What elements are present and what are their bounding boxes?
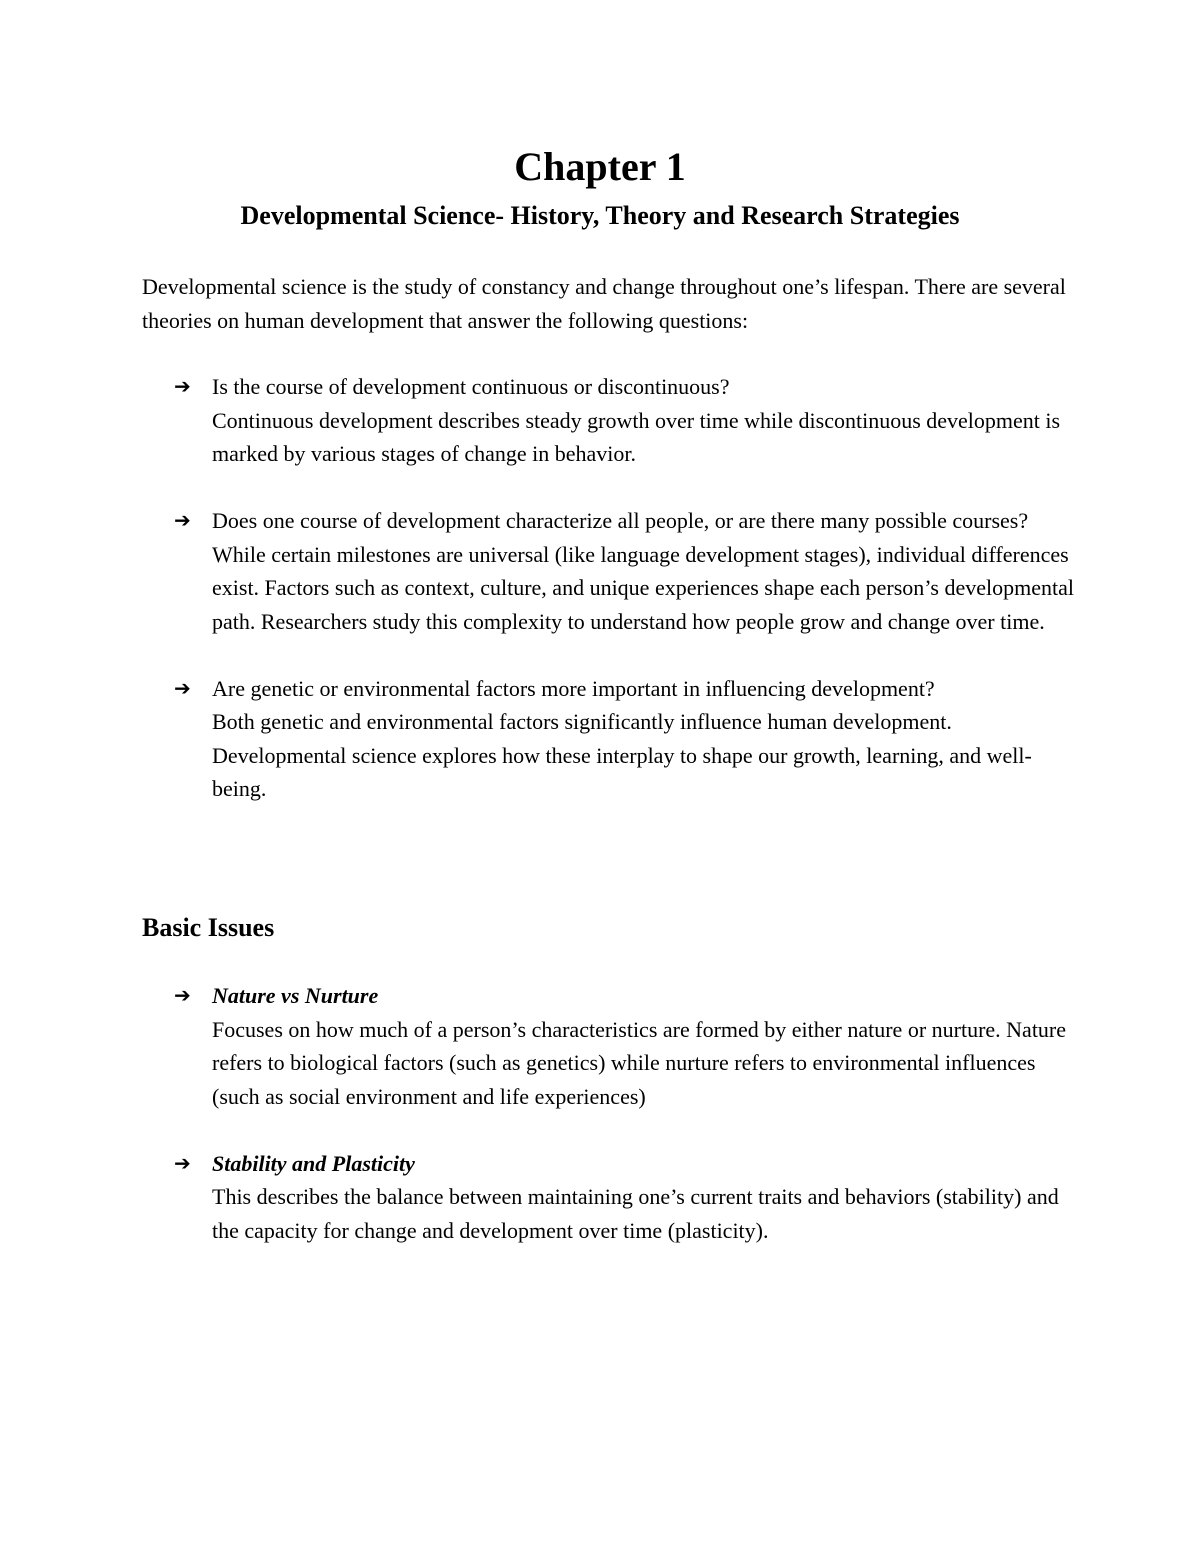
arrow-right-icon: ➔	[174, 1150, 191, 1175]
list-item	[174, 979, 1074, 1113]
question-list	[174, 370, 1074, 839]
question-text: Is the course of development continuous or discontinuous?	[212, 374, 730, 399]
list-item	[174, 504, 1074, 638]
arrow-right-icon: ➔	[174, 508, 191, 532]
chapter-title: Chapter 1	[514, 144, 686, 189]
issue-text: This describes the balance between maintaining one’s current traits and behaviors (stability) and the capacity for change and development over time (plasticity).	[212, 1184, 1059, 1243]
arrow-right-icon: ➔	[174, 675, 191, 700]
chapter-subtitle: Developmental Science- History, Theory and Research Strategies	[240, 201, 960, 230]
arrow-right-icon: ➔	[174, 374, 191, 398]
basic-issues-list	[174, 979, 1074, 1281]
answer-text: While certain milestones are universal (like language development stages), individual differences exist. Factors such as context, culture, and unique experiences shape each person’s developmental path. Researchers study this complexity to understand how people grow and change over time.	[212, 541, 1074, 634]
issue-text: Focuses on how much of a person’s characteristics are formed by either nature or nurture. Nature refers to biological factors (such as genetics) while nurture refers to environmental influences (such as social environment and life experiences)	[212, 1016, 1067, 1109]
section-heading-basic-issues: Basic Issues	[142, 913, 275, 942]
list-item	[174, 1147, 1074, 1248]
question-text: Does one course of development characterize all people, or are there many possible courses?	[212, 508, 1029, 533]
answer-text: Continuous development describes steady growth over time while discontinuous development is marked by various stages of change in behavior.	[212, 407, 1061, 466]
question-text: Are genetic or environmental factors more important in influencing development?	[212, 675, 935, 701]
list-item	[174, 370, 1074, 471]
issue-title: Nature vs Nurture	[212, 983, 379, 1008]
intro-paragraph: Developmental science is the study of constancy and change throughout one’s lifespan. There are several theories on human development that answer the following questions:	[142, 274, 1066, 333]
arrow-right-icon: ➔	[174, 983, 191, 1007]
issue-title: Stability and Plasticity	[212, 1150, 415, 1176]
list-item	[174, 672, 1074, 806]
answer-text: Both genetic and environmental factors significantly influence human development. Developmental science explores how these interplay to shape our growth, learning, and well-being.	[212, 709, 1032, 801]
